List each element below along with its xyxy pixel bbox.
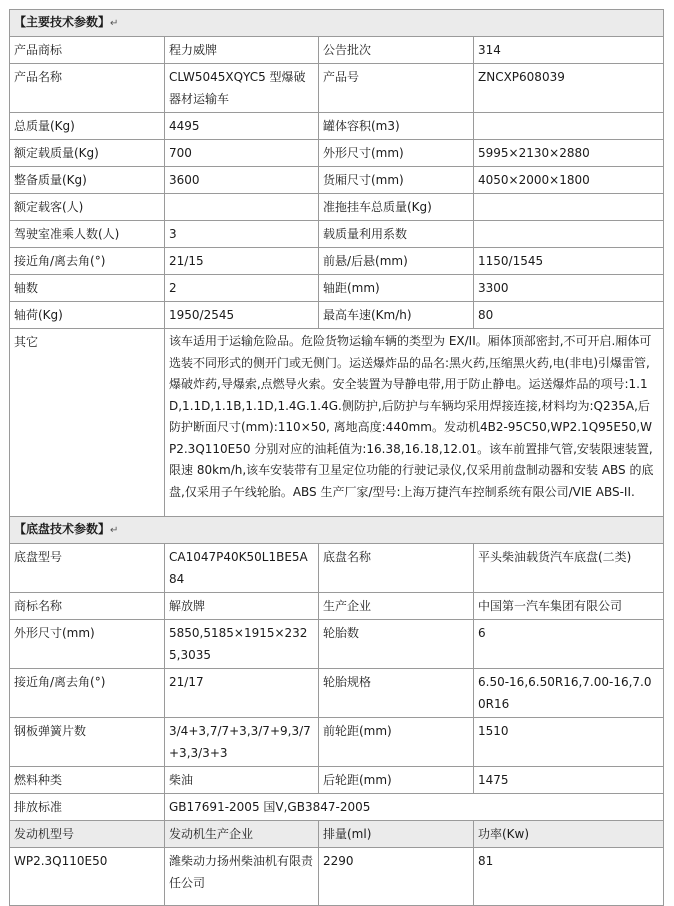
main-spec-value2 (474, 113, 664, 140)
chassis-spec-value: CA1047P40K50L1BE5A84 (165, 544, 319, 593)
spec-table (9, 9, 664, 906)
remarks-row (10, 329, 664, 517)
chassis-spec-value2: 1475 (474, 767, 664, 794)
chassis-spec-label: 燃料种类 (10, 767, 165, 794)
main-spec-row (10, 64, 664, 113)
chassis-spec-label2: 底盘名称 (319, 544, 474, 593)
chassis-spec-value: 21/17 (165, 669, 319, 718)
main-spec-value: CLW5045XQYC5 型爆破器材运输车 (165, 64, 319, 113)
chassis-spec-row (10, 544, 664, 593)
engine-header-power: 功率(Kw) (474, 821, 664, 848)
main-spec-label2: 货厢尺寸(mm) (319, 167, 474, 194)
main-spec-value2: 314 (474, 37, 664, 64)
main-spec-row (10, 113, 664, 140)
engine-power: 81 (474, 848, 664, 906)
main-spec-value2 (474, 194, 664, 221)
engine-displacement: 2290 (319, 848, 474, 906)
remarks-label: 其它 (10, 329, 165, 517)
chassis-spec-row (10, 718, 664, 767)
chassis-spec-row (10, 767, 664, 794)
remarks-text: 该车适用于运输危险品。危险货物运输车辆的类型为 EX/II。厢体顶部密封,不可开启.厢体可选装不同形式的侧开门或无侧门。运送爆炸品的品名:黑火药,压缩黑火药,电(非电)引爆雷管,爆破炸药,导爆索,点燃导火索。安全装置为导静电带,用于防止静电。运送爆炸品的项号:1.1D,1.1D,1.1B,1.1D,1.4G.1.4G.侧防护,后防护与车辆均采用焊接连接,材料均为:Q235A,后防护断面尺寸(mm):110×50, 离地高度:440mm。发动机4B2-95C50,WP2.1Q95E50,WP2.3Q110E50 分别对应的油耗值为:16.38,16.18,12.01。该车前置排气管,安装限速装置,限速 80km/h,该车安装带有卫星定位功能的行驶记录仪,仅采用前盘制动器和安装 ABS 的底盘,仅采用子午线轮胎。ABS 生产厂家/型号:上海万捷汽车控制系统有限公司/VIE ABS-II. (165, 329, 664, 517)
main-spec-label: 轴荷(Kg) (10, 302, 165, 329)
main-spec-row (10, 194, 664, 221)
main-spec-label: 驾驶室准乘人数(人) (10, 221, 165, 248)
main-spec-value2: 5995×2130×2880 (474, 140, 664, 167)
main-spec-label: 接近角/离去角(°) (10, 248, 165, 275)
chassis-section-header (10, 517, 664, 544)
main-spec-label: 产品名称 (10, 64, 165, 113)
chassis-spec-label: 底盘型号 (10, 544, 165, 593)
chassis-spec-label2: 后轮距(mm) (319, 767, 474, 794)
chassis-spec-value: 柴油 (165, 767, 319, 794)
main-spec-label2: 罐体容积(m3) (319, 113, 474, 140)
chassis-spec-label2: 生产企业 (319, 593, 474, 620)
main-spec-value: 21/15 (165, 248, 319, 275)
main-spec-label: 产品商标 (10, 37, 165, 64)
main-spec-row (10, 167, 664, 194)
main-spec-row (10, 248, 664, 275)
main-spec-row (10, 221, 664, 248)
main-spec-label2: 前悬/后悬(mm) (319, 248, 474, 275)
main-spec-row (10, 140, 664, 167)
chassis-spec-label: 商标名称 (10, 593, 165, 620)
chassis-spec-row (10, 593, 664, 620)
main-specs (10, 10, 664, 329)
chassis-specs (10, 517, 664, 794)
engine-maker: 潍柴动力扬州柴油机有限责任公司 (165, 848, 319, 906)
main-spec-label2: 最高车速(Km/h) (319, 302, 474, 329)
main-spec-value2: 1150/1545 (474, 248, 664, 275)
chassis-spec-value2: 平头柴油载货汽车底盘(二类) (474, 544, 664, 593)
chassis-spec-row (10, 669, 664, 718)
main-spec-label: 整备质量(Kg) (10, 167, 165, 194)
main-spec-value: 3600 (165, 167, 319, 194)
chassis-spec-label2: 前轮距(mm) (319, 718, 474, 767)
main-spec-value: 3 (165, 221, 319, 248)
main-spec-row (10, 275, 664, 302)
emission-block (10, 794, 664, 821)
main-spec-value: 2 (165, 275, 319, 302)
chassis-spec-value2: 6.50-16,6.50R16,7.00-16,7.00R16 (474, 669, 664, 718)
engine-header-row (10, 821, 664, 848)
emission-label: 排放标准 (10, 794, 165, 821)
chassis-spec-value2: 1510 (474, 718, 664, 767)
chassis-spec-label2: 轮胎规格 (319, 669, 474, 718)
engine-row (10, 848, 664, 906)
chassis-spec-label: 接近角/离去角(°) (10, 669, 165, 718)
chassis-spec-value2: 中国第一汽车集团有限公司 (474, 593, 664, 620)
main-spec-label: 总质量(Kg) (10, 113, 165, 140)
engine-model: WP2.3Q110E50 (10, 848, 165, 906)
main-spec-label: 额定载质量(Kg) (10, 140, 165, 167)
main-spec-value2: ZNCXP608039 (474, 64, 664, 113)
main-spec-row (10, 37, 664, 64)
main-section-title: 【主要技术参数】↵ (10, 10, 664, 37)
main-spec-value2 (474, 221, 664, 248)
chassis-spec-value: 5850,5185×1915×2325,3035 (165, 620, 319, 669)
main-spec-value: 4495 (165, 113, 319, 140)
main-spec-label2: 轴距(mm) (319, 275, 474, 302)
chassis-spec-label: 钢板弹簧片数 (10, 718, 165, 767)
main-spec-value2: 80 (474, 302, 664, 329)
main-spec-value2: 4050×2000×1800 (474, 167, 664, 194)
main-spec-value: 程力威牌 (165, 37, 319, 64)
main-spec-value: 1950/2545 (165, 302, 319, 329)
chassis-spec-value2: 6 (474, 620, 664, 669)
main-spec-label: 轴数 (10, 275, 165, 302)
main-spec-value (165, 194, 319, 221)
chassis-section-title: 【底盘技术参数】↵ (10, 517, 664, 544)
chassis-spec-value: 解放牌 (165, 593, 319, 620)
engine-header-model: 发动机型号 (10, 821, 165, 848)
engine-header-displacement: 排量(ml) (319, 821, 474, 848)
engine-header-maker: 发动机生产企业 (165, 821, 319, 848)
remarks-block (10, 329, 664, 517)
emission-value: GB17691-2005 国V,GB3847-2005 (165, 794, 664, 821)
main-spec-label2: 产品号 (319, 64, 474, 113)
main-spec-value2: 3300 (474, 275, 664, 302)
chassis-spec-row (10, 620, 664, 669)
main-section-header (10, 10, 664, 37)
chassis-spec-value: 3/4+3,7/7+3,3/7+9,3/7+3,3/3+3 (165, 718, 319, 767)
chassis-spec-label: 外形尺寸(mm) (10, 620, 165, 669)
engine-block (10, 821, 664, 906)
main-spec-label2: 载质量利用系数 (319, 221, 474, 248)
emission-row (10, 794, 664, 821)
main-spec-label2: 公告批次 (319, 37, 474, 64)
chassis-spec-label2: 轮胎数 (319, 620, 474, 669)
main-spec-label2: 准拖挂车总质量(Kg) (319, 194, 474, 221)
main-spec-label: 额定载客(人) (10, 194, 165, 221)
main-spec-label2: 外形尺寸(mm) (319, 140, 474, 167)
main-spec-value: 700 (165, 140, 319, 167)
main-spec-row (10, 302, 664, 329)
